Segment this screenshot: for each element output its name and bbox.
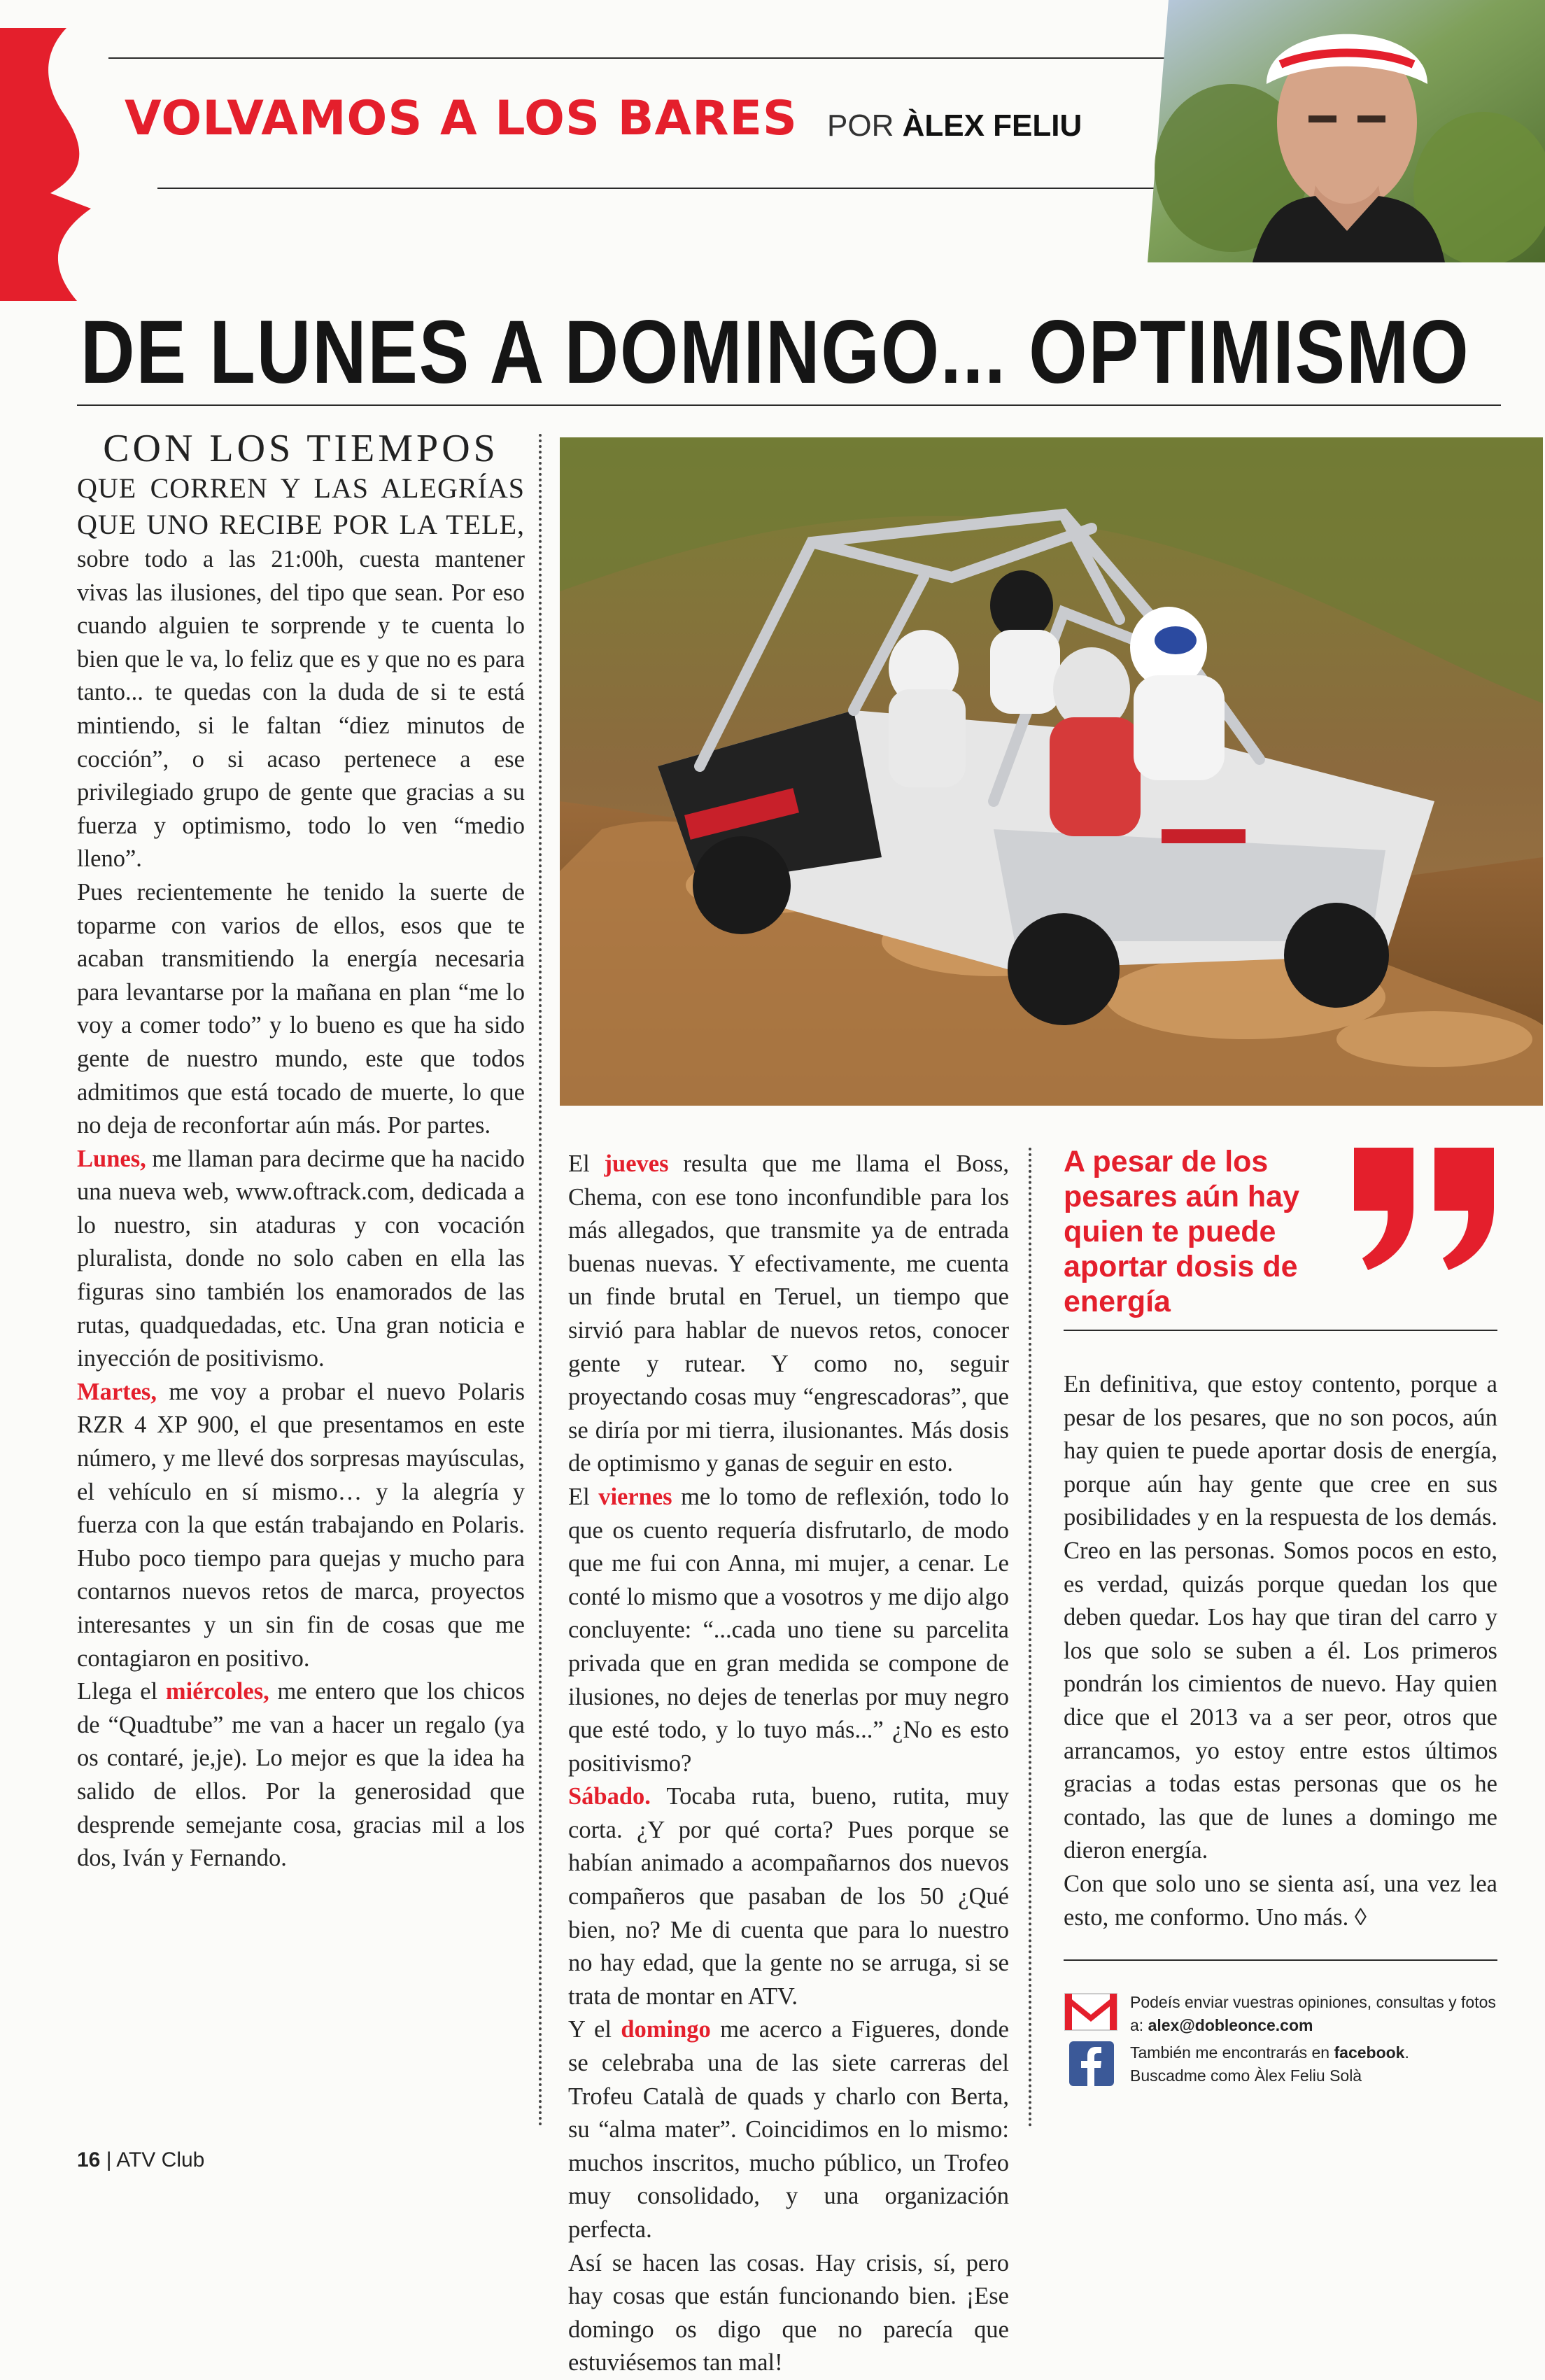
page-footer [77,2148,204,2172]
day-label-jueves: jueves [604,1150,669,1177]
byline-author: ÀLEX FELIU [902,108,1082,143]
paragraph-intro: sobre todo a las 21:00h, cuesta mantener vivas las ilusiones, del tipo que sean. Por eso cuando alguien te sorprende y te cuenta lo bien que le va, lo feliz que es y que no es para tanto... te quedas con la duda de si te está mintiendo, si le faltan “diez minutos de cocción”, o si acaso pertenece a ese privilegiado grupo de gente que gracias a su fuerza y optimismo, todo lo ven “medio lleno”. [77,546,525,873]
paragraph-martes: Martes, me voy a probar el nuevo Polaris RZR 4 XP 900, el que presentamos en este número, y me llevé dos sorpresas mayúsculas, el vehículo en sí mismo… y la alegría y fuerza con la que están trabajando en Polaris. Hubo poco tiempo para quejas y mucho para contarnos nuevos retos de marca, proyectos interesantes y un sin fin de cosas que me contagiaron en positivo. [77,1378,525,1672]
article-column-2 [568,1148,1009,2380]
article-column-1 [77,427,525,1875]
page-number: 16 [77,2148,101,2171]
red-bracket-decoration [0,28,133,301]
quote-rule [1064,1330,1497,1331]
paragraph-conclusion: En definitiva, que estoy contento, porque a pesar de los pesares, que no son pocos, aún hay quien te puede aportar dosis de energía, porque aún hay gente que cree en sus posibilidades y en la respuesta de los demás. Creo en las personas. Somos pocos en esto, es verdad, quizás porque quedan los que deben quedar. Los hay que tiran del carro y los que solo se suben a él. Los primeros pondrán los cimientos de nuevo. Hay quien dice que el 2013 va a ser peor, otros que arrancamos, yo estoy entre estos últimos gracias a todas estas personas que os he contado, las que de lunes a domingo me dieron energía. [1064,1371,1497,1864]
magazine-name: ATV Club [116,2148,205,2171]
paragraph-crisis: Así se hacen las cosas. Hay crisis, sí, pero hay cosas que están funcionando bien. ¡Ese domingo os digo que no parecía que estuviésemos tan mal! [568,2249,1009,2377]
day-label-miercoles: miércoles, [165,1678,269,1705]
paragraph-partes: Pues recientemente he tenido la suerte de toparme con varios de ellos, esos que te acaban transmitiendo la energía necesaria para levantarse por la mañana en plan “me lo voy a comer todo” y lo bueno es que ha sido gente de nuestro mundo, este que todos admitimos que está tocado de muerte, lo que no deja de reconfortar aún más. Por partes. [77,878,525,1139]
paragraph-domingo: Y el domingo me acerco a Figueres, donde se celebraba una de las siete carreras del Trofeu Català de quads y charlo con Berta, su “alma mater”. Coincidimos en lo mismo: muchos inscritos, mucho público, un Trofeo muy consolidado, y una organización perfecta. [568,2016,1009,2243]
facebook-icon [1069,2041,1114,2086]
contact-facebook-name: Buscadme como Àlex Feliu Solà [1130,2066,1362,2085]
paragraph-viernes: El viernes me lo tomo de reflexión, todo lo que os cuento requería disfrutarlo, de modo que me fui con Anna, mi mujer, a cenar. Le conté lo mismo que a vosotros y me dijo algo concluyente: “...cada uno tiene su parcelita privada que en gran medida se compone de ilusiones, no dejes de tenerlas por muy negro que esté todo, y lo tuyo más...” ¿No es esto positivismo? [568,1483,1009,1777]
lead-line-1: CON LOS TIEMPOS [103,427,499,470]
section-title: VOLVAMOS A LOS BARES [125,91,798,146]
footer-separator: | [106,2148,112,2171]
column-divider-1 [539,434,542,2127]
atv-photo [560,437,1543,1106]
header-bottom-rule [157,188,1165,189]
day-label-viernes: viernes [598,1483,672,1510]
byline-prefix: POR [827,108,894,143]
headline-rule [77,404,1501,406]
day-label-martes: Martes, [77,1378,157,1405]
contact-box [1064,1991,1511,2087]
author-photo [1148,0,1545,262]
contact-rule [1064,1959,1497,1961]
paragraph-sabado: Sábado. Tocaba ruta, bueno, rutita, muy corta. ¿Y por qué corta? Pues porque se habían animado a acompañarnos dos nuevos compañeros que pasaban de los 50 ¿Qué bien, no? Me di cuenta que para lo nuestro no hay edad, que la gente no se arruga, si se trata de montar en ATV. [568,1783,1009,2010]
paragraph-lunes: Lunes, me llaman para decirme que ha nacido una nueva web, www.oftrack.com, dedicada a lo nuestro, sin ataduras y con vocación pluralista, donde no solo caben en ella las figuras sino también los enamorados de las rutas, quadquedadas, etc. Una gran noticia e inyección de positivismo. [77,1145,525,1372]
paragraph-final: Con que solo uno se sienta así, una vez lea esto, me conformo. Uno más. ◊ [1064,1870,1497,1931]
lead-line-2: QUE CORREN Y LAS ALEGRÍAS [77,472,525,504]
headline: DE LUNES A DOMINGO... OPTIMISMO [80,302,1470,402]
day-label-domingo: domingo [621,2016,711,2043]
article-column-3 [1064,1368,1497,1934]
column-divider-2 [1029,1148,1031,2127]
pull-quote: A pesar de los pesares aún hay quien te puede aportar dosis de energía [1064,1145,1300,1318]
byline [827,108,1082,143]
day-label-lunes: Lunes, [77,1145,146,1172]
paragraph-jueves: El jueves resulta que me llama el Boss, Chema, con ese tono inconfundible para los más allegados, que transmite ya de entrada buenas nuevas. Y efectivamente, me cuenta un finde brutal en Teruel, un tiempo que sirvió para hablar de nuevos retos, conocer gente y rutear. Y como no, seguir proyectando cosas muy “engrescadoras”, que se diría por mi tierra, ilusionantes. Más dosis de optimismo y ganas de seguir en esto. [568,1150,1009,1477]
contact-facebook-link[interactable]: facebook [1334,2043,1405,2062]
quote-marks-icon [1347,1141,1508,1274]
paragraph-miercoles: Llega el miércoles, me entero que los chicos de “Quadtube” me van a hacer un regalo (ya os contaré, je,je). Lo mejor es que la idea ha salido de ellos. Por la generosidad que desprende semejante cosa, gracias mil a los dos, Iván y Fernando. [77,1678,525,1872]
header-top-rule [108,57,1165,59]
contact-mail-row: Podeís enviar vuestras opiniones, consultas y fotos a: alex@dobleonce.com [1064,1991,1511,2037]
contact-email[interactable]: alex@dobleonce.com [1148,2016,1313,2034]
day-label-sabado: Sábado. [568,1783,651,1810]
lead-line-3: QUE UNO RECIBE POR LA TELE, [77,509,525,540]
gmail-icon [1064,1991,1118,2033]
contact-facebook-row: También me encontrarás en facebook. Buscadme como Àlex Feliu Solà [1064,2041,1511,2087]
